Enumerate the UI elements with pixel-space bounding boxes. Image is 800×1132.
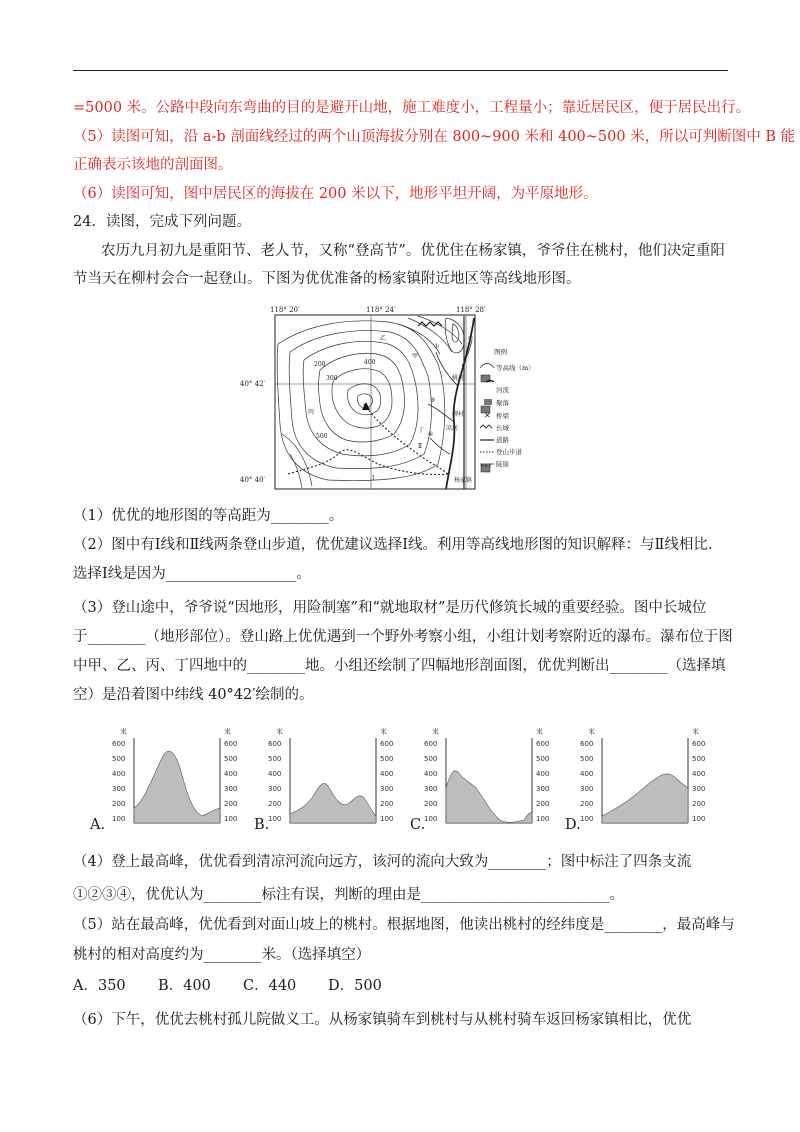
svg-text:100: 100 bbox=[692, 815, 706, 823]
svg-text:米: 米 bbox=[692, 728, 699, 736]
question-3-line-3: 中甲、乙、丙、丁四地中的________地。小组还绘制了四幅地形剖面图，优优判断出________（选择填 bbox=[73, 658, 726, 674]
svg-text:300: 300 bbox=[692, 785, 706, 793]
marker-yi: 乙 bbox=[380, 335, 387, 342]
svg-text:600: 600 bbox=[112, 740, 126, 748]
svg-text:600: 600 bbox=[224, 740, 238, 748]
svg-text:300: 300 bbox=[536, 785, 550, 793]
answer-line-4: （6）读图可知，图中居民区的海拔在 200 米以下，地形平坦开阔，为平原地形。 bbox=[73, 186, 598, 202]
question-1: （1）优优的地形图的等高距为________。 bbox=[73, 508, 344, 524]
svg-text:米: 米 bbox=[536, 728, 543, 736]
marker-tributary-2: ② bbox=[468, 335, 474, 342]
svg-text:600: 600 bbox=[692, 740, 706, 748]
profile-c bbox=[424, 728, 574, 836]
contour-map bbox=[240, 304, 535, 494]
svg-text:600: 600 bbox=[424, 740, 438, 748]
svg-text:米: 米 bbox=[588, 728, 595, 736]
marker-jia: 甲 bbox=[412, 353, 419, 360]
svg-text:100: 100 bbox=[536, 815, 550, 823]
profile-label-d: D. bbox=[565, 817, 581, 833]
profile-b bbox=[268, 728, 418, 836]
legend-road: 道路 bbox=[496, 436, 509, 444]
svg-text:300: 300 bbox=[112, 785, 126, 793]
marker-route-2: Ⅱ bbox=[418, 443, 423, 450]
answer-line-3: 正确表示该地的剖面图。 bbox=[73, 157, 233, 173]
river-label: 凉河 bbox=[446, 425, 459, 432]
svg-text:米: 米 bbox=[276, 728, 283, 736]
intro-line-2: 节当天在柳村会合一起登山。下图为优优准备的杨家镇附近地区等高线地形图。 bbox=[73, 271, 581, 287]
svg-text:400: 400 bbox=[692, 770, 706, 778]
svg-text:✕: ✕ bbox=[484, 411, 491, 420]
option-c: C．440 bbox=[243, 978, 297, 994]
svg-text:500: 500 bbox=[424, 755, 438, 763]
place-taocun: 桃村 bbox=[452, 375, 465, 382]
legend-river: 河流 bbox=[496, 386, 509, 394]
contour-label-500: 500 bbox=[316, 433, 328, 440]
legend-great-wall: 长城 bbox=[496, 424, 509, 432]
svg-text:米: 米 bbox=[432, 728, 439, 736]
svg-text:300: 300 bbox=[380, 785, 394, 793]
profile-label-c: C. bbox=[410, 817, 426, 833]
legend-cliff: 陡崖 bbox=[496, 460, 509, 468]
svg-text:500: 500 bbox=[692, 755, 706, 763]
svg-text:200: 200 bbox=[424, 800, 438, 808]
svg-text:200: 200 bbox=[536, 800, 550, 808]
option-b: B．400 bbox=[158, 978, 211, 994]
svg-text:600: 600 bbox=[268, 740, 282, 748]
question-4-line-2: ①②③④，优优认为________标注有误，判断的理由是__________________________。 bbox=[73, 887, 624, 903]
marker-ding: 丁 bbox=[418, 427, 425, 434]
lon-left-label: 118° 20′ bbox=[270, 306, 300, 314]
contour-label-400: 400 bbox=[364, 359, 376, 366]
svg-text:100: 100 bbox=[224, 815, 238, 823]
svg-text:200: 200 bbox=[692, 800, 706, 808]
answer-options bbox=[73, 976, 382, 996]
svg-text:100: 100 bbox=[268, 815, 282, 823]
option-d: D．500 bbox=[328, 978, 382, 994]
svg-text:300: 300 bbox=[424, 785, 438, 793]
svg-text:100: 100 bbox=[112, 815, 126, 823]
svg-text:300: 300 bbox=[224, 785, 238, 793]
question-3-line-4: 空）是沿着图中纬线 40°42′绘制的。 bbox=[73, 687, 314, 703]
svg-text:500: 500 bbox=[268, 755, 282, 763]
question-3-line-2: 于________（地形部位）。登山路上优优遇到一个野外考察小组，小组计划考察附近的瀑布。瀑布位于图 bbox=[73, 629, 733, 645]
legend-bridge: 桥梁 bbox=[496, 412, 509, 420]
svg-text:600: 600 bbox=[380, 740, 394, 748]
svg-text:400: 400 bbox=[380, 770, 394, 778]
svg-text:600: 600 bbox=[536, 740, 550, 748]
profile-label-a: A. bbox=[90, 817, 106, 833]
svg-text:600: 600 bbox=[580, 740, 594, 748]
question-24-title: 24．读图，完成下列问题。 bbox=[73, 214, 251, 230]
svg-text:500: 500 bbox=[224, 755, 238, 763]
marker-tributary-3: ③ bbox=[430, 397, 436, 404]
question-5-line-1: （5）站在最高峰，优优看到对面山坡上的桃村。根据地图，他读出桃村的经纬度是________，最高峰与 bbox=[73, 917, 735, 933]
marker-tributary-1: ① bbox=[434, 343, 440, 350]
svg-text:200: 200 bbox=[380, 800, 394, 808]
svg-text:100: 100 bbox=[580, 815, 594, 823]
answer-line-2: （5）读图可知，沿 a-b 剖面线经过的两个山顶海拔分别在 800~900 米和 400~500 米，所以可判断图中 B 能 bbox=[73, 129, 796, 145]
marker-tributary-4: ④ bbox=[428, 431, 434, 438]
svg-text:200: 200 bbox=[268, 800, 282, 808]
lat-top-label: 40° 42′ bbox=[240, 380, 266, 388]
svg-text:400: 400 bbox=[224, 770, 238, 778]
legend-contour: 等高线（m） bbox=[496, 364, 535, 372]
question-6-line-1: （6）下午，优优去桃村孤儿院做义工。从杨家镇骑车到桃村与从桃村骑车返回杨家镇相比，优优 bbox=[73, 1012, 692, 1028]
question-3-line-1: （3）登山途中，爷爷说“因地形，用险制塞”和“就地取材”是历代修筑长城的重要经验。图中长城位 bbox=[73, 600, 707, 616]
svg-text:400: 400 bbox=[580, 770, 594, 778]
place-yangjiazhen: 杨家镇 bbox=[454, 477, 473, 484]
svg-text:500: 500 bbox=[580, 755, 594, 763]
svg-text:100: 100 bbox=[424, 815, 438, 823]
intro-line-1: 农历九月初九是重阳节、老人节，又称“登高节”。优优住在杨家镇，爷爷住在桃村，他们决定重阳 bbox=[101, 243, 725, 259]
profile-a bbox=[112, 728, 262, 836]
question-5-line-2: 桃村的相对高度约为________米。（选择填空） bbox=[73, 947, 371, 963]
profile-d bbox=[580, 728, 730, 836]
svg-text:200: 200 bbox=[112, 800, 126, 808]
lon-right-label: 118° 28′ bbox=[456, 306, 486, 314]
lon-mid-label: 118° 24′ bbox=[366, 306, 396, 314]
legend-settlement: 聚落 bbox=[496, 399, 509, 407]
contour-label-300: 300 bbox=[326, 375, 338, 382]
svg-text:400: 400 bbox=[536, 770, 550, 778]
legend-trail: 登山步道 bbox=[496, 448, 522, 456]
option-a: A．350 bbox=[73, 978, 126, 994]
svg-text:200: 200 bbox=[224, 800, 238, 808]
svg-text:米: 米 bbox=[224, 728, 231, 736]
header-rule bbox=[73, 70, 728, 71]
contour-label-200: 200 bbox=[314, 361, 326, 368]
svg-text:500: 500 bbox=[112, 755, 126, 763]
svg-text:200: 200 bbox=[580, 800, 594, 808]
svg-text:400: 400 bbox=[424, 770, 438, 778]
svg-text:400: 400 bbox=[112, 770, 126, 778]
question-4-line-1: （4）登上最高峰，优优看到清凉河流向远方，该河的流向大致为________；图中标注了四条支流 bbox=[73, 854, 692, 870]
question-2-line-1: （2）图中有Ⅰ线和Ⅱ线两条登山步道，优优建议选择Ⅰ线。利用等高线地形图的知识解释：与Ⅱ线相比. bbox=[73, 537, 713, 553]
svg-text:300: 300 bbox=[580, 785, 594, 793]
answer-line-1: =5000 米。公路中段向东弯曲的目的是避开山地，施工难度小，工程量小；靠近居民区，便于居民出行。 bbox=[73, 100, 751, 116]
svg-text:500: 500 bbox=[380, 755, 394, 763]
svg-text:100: 100 bbox=[380, 815, 394, 823]
svg-text:300: 300 bbox=[268, 785, 282, 793]
svg-text:米: 米 bbox=[380, 728, 387, 736]
legend-title: 图例 bbox=[494, 348, 507, 356]
svg-text:500: 500 bbox=[536, 755, 550, 763]
profile-label-b: B. bbox=[254, 817, 270, 833]
place-liucun: 柳村 bbox=[452, 411, 465, 418]
marker-bing: 丙 bbox=[308, 409, 315, 416]
svg-text:400: 400 bbox=[268, 770, 282, 778]
lat-bottom-label: 40° 40′ bbox=[240, 476, 266, 484]
question-2-line-2: 选择Ⅰ线是因为__________________。 bbox=[73, 566, 311, 582]
marker-route-1: Ⅰ bbox=[372, 475, 375, 482]
svg-text:米: 米 bbox=[120, 728, 127, 736]
